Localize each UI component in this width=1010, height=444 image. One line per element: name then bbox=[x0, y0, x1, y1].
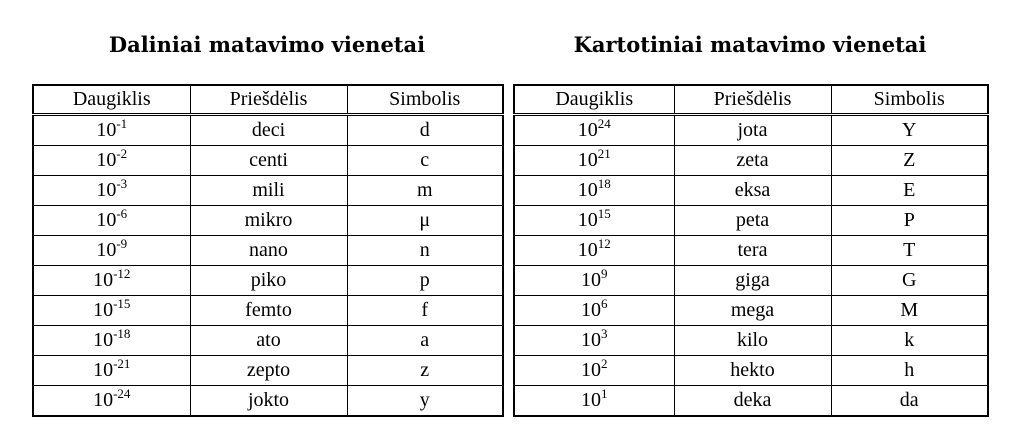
table-row bbox=[514, 266, 988, 296]
prefix-cell: femto bbox=[190, 296, 347, 326]
table-header-row bbox=[514, 85, 988, 115]
header-multiplier: Daugiklis bbox=[33, 85, 190, 115]
symbol-cell: G bbox=[831, 266, 988, 296]
multiplier-base: 10 bbox=[96, 149, 117, 171]
multiplier-exponent: 18 bbox=[597, 176, 611, 191]
table-row bbox=[514, 206, 988, 236]
multiplier-exponent: 24 bbox=[597, 116, 611, 131]
multiplier-base: 10 bbox=[577, 179, 598, 201]
multiplier-cell bbox=[33, 146, 190, 176]
table-row bbox=[33, 176, 503, 206]
multiplier-cell bbox=[514, 326, 674, 356]
prefix-cell: deci bbox=[190, 115, 347, 146]
symbol-cell: da bbox=[831, 386, 988, 417]
multiple-rows bbox=[514, 115, 988, 417]
prefix-cell: mili bbox=[190, 176, 347, 206]
table-row bbox=[33, 296, 503, 326]
multiplier-base: 10 bbox=[93, 299, 114, 321]
prefix-cell: hekto bbox=[674, 356, 831, 386]
multiplier-base: 10 bbox=[96, 179, 117, 201]
symbol-cell: m bbox=[347, 176, 503, 206]
symbol-cell: z bbox=[347, 356, 503, 386]
submultiple-rows bbox=[33, 115, 503, 417]
multiplier-cell bbox=[514, 356, 674, 386]
multiplier-exponent: -24 bbox=[113, 386, 131, 401]
multiplier-exponent: -12 bbox=[113, 266, 131, 281]
table-row bbox=[33, 356, 503, 386]
multiplier-exponent: 12 bbox=[597, 236, 611, 251]
prefix-cell: tera bbox=[674, 236, 831, 266]
multiplier-base: 10 bbox=[581, 299, 601, 321]
multiplier-exponent: 9 bbox=[601, 266, 608, 281]
table-header-row bbox=[33, 85, 503, 115]
multiplier-base: 10 bbox=[96, 119, 117, 141]
multiplier-base: 10 bbox=[577, 209, 598, 231]
symbol-cell: Y bbox=[831, 115, 988, 146]
multiple-units-table bbox=[513, 84, 989, 417]
multiplier-exponent: -18 bbox=[113, 326, 131, 341]
table-row bbox=[514, 386, 988, 417]
multiplier-cell bbox=[514, 115, 674, 146]
multiplier-base: 10 bbox=[577, 119, 598, 141]
table-row bbox=[33, 386, 503, 417]
prefix-cell: peta bbox=[674, 206, 831, 236]
table-row bbox=[514, 176, 988, 206]
prefix-cell: deka bbox=[674, 386, 831, 417]
table-row bbox=[514, 296, 988, 326]
prefix-cell: kilo bbox=[674, 326, 831, 356]
multiplier-cell bbox=[514, 176, 674, 206]
table-row bbox=[33, 326, 503, 356]
multiplier-base: 10 bbox=[581, 389, 601, 411]
multiplier-exponent: -15 bbox=[113, 296, 131, 311]
table-row bbox=[33, 206, 503, 236]
multiplier-exponent: 2 bbox=[601, 356, 608, 371]
symbol-cell: E bbox=[831, 176, 988, 206]
symbol-cell: h bbox=[831, 356, 988, 386]
symbol-cell: f bbox=[347, 296, 503, 326]
table-row bbox=[514, 326, 988, 356]
multiplier-cell bbox=[33, 206, 190, 236]
header-prefix: Priešdėlis bbox=[674, 85, 831, 115]
multiplier-exponent: 1 bbox=[601, 386, 608, 401]
multiplier-base: 10 bbox=[577, 149, 598, 171]
multiplier-base: 10 bbox=[96, 239, 117, 261]
header-symbol: Simbolis bbox=[831, 85, 988, 115]
multiplier-cell bbox=[33, 296, 190, 326]
submultiple-units-title: Daliniai matavimo vienetai bbox=[108, 32, 426, 57]
prefix-cell: centi bbox=[190, 146, 347, 176]
prefix-cell: zeta bbox=[674, 146, 831, 176]
multiplier-base: 10 bbox=[93, 269, 114, 291]
header-symbol: Simbolis bbox=[347, 85, 503, 115]
multiplier-cell bbox=[33, 266, 190, 296]
symbol-cell: k bbox=[831, 326, 988, 356]
multiplier-cell bbox=[33, 236, 190, 266]
prefix-cell: mikro bbox=[190, 206, 347, 236]
table-row bbox=[33, 146, 503, 176]
symbol-cell: a bbox=[347, 326, 503, 356]
multiplier-exponent: 21 bbox=[597, 146, 611, 161]
multiple-units-title: Kartotiniai matavimo vienetai bbox=[573, 32, 927, 57]
table-row bbox=[33, 236, 503, 266]
multiplier-exponent: -6 bbox=[116, 206, 128, 221]
symbol-cell: T bbox=[831, 236, 988, 266]
table-row bbox=[514, 356, 988, 386]
multiplier-cell bbox=[33, 176, 190, 206]
multiplier-exponent: 15 bbox=[597, 206, 611, 221]
prefix-cell: jota bbox=[674, 115, 831, 146]
multiplier-cell bbox=[514, 386, 674, 417]
table-row bbox=[514, 146, 988, 176]
header-multiplier: Daugiklis bbox=[514, 85, 674, 115]
prefix-cell: giga bbox=[674, 266, 831, 296]
table-row bbox=[514, 236, 988, 266]
multiplier-base: 10 bbox=[93, 359, 114, 381]
multiplier-cell bbox=[514, 206, 674, 236]
multiplier-exponent: 6 bbox=[601, 296, 608, 311]
prefix-cell: jokto bbox=[190, 386, 347, 417]
table-row bbox=[514, 115, 988, 146]
multiplier-base: 10 bbox=[577, 239, 598, 261]
multiplier-cell bbox=[514, 146, 674, 176]
multiplier-cell bbox=[514, 266, 674, 296]
prefix-cell: piko bbox=[190, 266, 347, 296]
multiplier-exponent: -21 bbox=[113, 356, 131, 371]
multiplier-cell bbox=[514, 296, 674, 326]
symbol-cell: Z bbox=[831, 146, 988, 176]
multiplier-base: 10 bbox=[96, 209, 117, 231]
symbol-cell: y bbox=[347, 386, 503, 417]
multiplier-exponent: -2 bbox=[116, 146, 128, 161]
multiplier-base: 10 bbox=[581, 359, 601, 381]
multiplier-exponent: -1 bbox=[116, 116, 128, 131]
multiplier-cell bbox=[33, 356, 190, 386]
submultiple-units-table bbox=[32, 84, 504, 417]
prefix-cell: zepto bbox=[190, 356, 347, 386]
multiplier-base: 10 bbox=[581, 329, 601, 351]
multiplier-base: 10 bbox=[581, 269, 601, 291]
symbol-cell: n bbox=[347, 236, 503, 266]
multiplier-base: 10 bbox=[93, 389, 114, 411]
symbol-cell: μ bbox=[347, 206, 503, 236]
multiplier-cell bbox=[514, 236, 674, 266]
table-row bbox=[33, 115, 503, 146]
multiplier-base: 10 bbox=[93, 329, 114, 351]
header-prefix: Priešdėlis bbox=[190, 85, 347, 115]
multiplier-exponent: -3 bbox=[116, 176, 128, 191]
symbol-cell: P bbox=[831, 206, 988, 236]
prefix-cell: mega bbox=[674, 296, 831, 326]
prefix-cell: nano bbox=[190, 236, 347, 266]
symbol-cell: p bbox=[347, 266, 503, 296]
symbol-cell: d bbox=[347, 115, 503, 146]
table-row bbox=[33, 266, 503, 296]
multiplier-cell bbox=[33, 115, 190, 146]
symbol-cell: c bbox=[347, 146, 503, 176]
prefix-cell: eksa bbox=[674, 176, 831, 206]
multiplier-cell bbox=[33, 326, 190, 356]
multiplier-exponent: 3 bbox=[601, 326, 608, 341]
symbol-cell: M bbox=[831, 296, 988, 326]
multiplier-cell bbox=[33, 386, 190, 417]
prefix-cell: ato bbox=[190, 326, 347, 356]
multiplier-exponent: -9 bbox=[116, 236, 128, 251]
